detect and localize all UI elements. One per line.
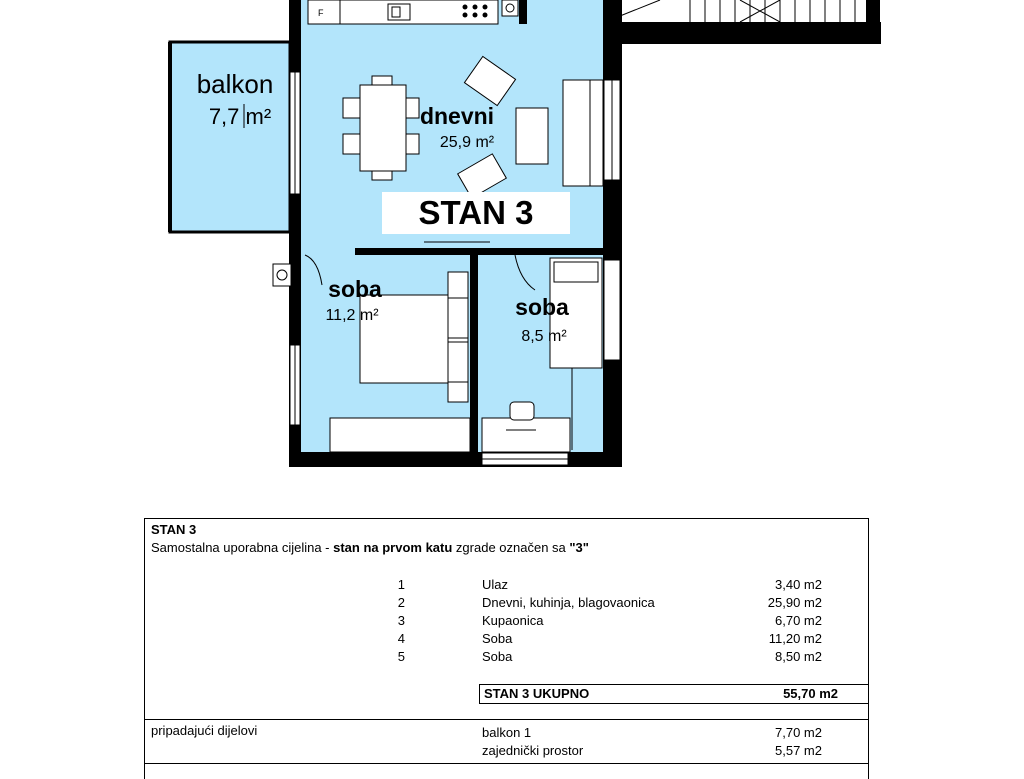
spec-title: STAN 3 <box>151 522 197 537</box>
spec-description <box>151 540 589 555</box>
room-name-soba-2: soba <box>515 294 569 320</box>
total-row <box>479 684 869 704</box>
divider <box>145 763 868 764</box>
room-area-soba-1: 11,2 m² <box>325 307 379 324</box>
desc-mid: zgrade označen sa <box>452 540 570 555</box>
stan-label: STAN 3 <box>418 194 534 231</box>
row-area: 6,70 m2 <box>775 613 822 628</box>
stan-label-box <box>382 192 570 234</box>
row-area: 8,50 m2 <box>775 649 822 664</box>
area-specification <box>144 518 869 779</box>
row-area: 3,40 m2 <box>775 577 822 592</box>
balcony-area: 7,7 m² <box>208 104 272 129</box>
extra-row <box>145 725 868 743</box>
divider <box>145 719 868 720</box>
row-name: Soba <box>482 631 513 646</box>
row-num: 1 <box>397 577 405 592</box>
extra-area: 5,57 m2 <box>775 743 822 758</box>
total-area: 55,70 m2 <box>783 686 838 701</box>
extra-name: balkon 1 <box>482 725 532 740</box>
balcony-name: balkon <box>196 69 274 99</box>
row-name: Soba <box>482 649 513 664</box>
spec-row <box>145 649 868 667</box>
spec-row <box>145 595 868 613</box>
desc-mark: "3" <box>569 540 589 555</box>
kitchen-counter <box>308 0 527 24</box>
staircase <box>606 0 881 44</box>
room-name-soba-1: soba <box>328 276 382 302</box>
extra-row <box>145 743 868 761</box>
row-num: 3 <box>397 613 405 628</box>
desc-prefix: Samostalna uporabna cijelina - <box>151 540 334 555</box>
extra-area: 7,70 m2 <box>775 725 822 740</box>
room-area-soba-2: 8,5 m² <box>521 328 567 345</box>
row-name: Ulaz <box>482 577 509 592</box>
room-area-dnevni: 25,9 m² <box>439 134 495 151</box>
row-num: 4 <box>397 631 405 646</box>
row-area: 11,20 m2 <box>768 631 822 646</box>
svg-text:F: F <box>318 8 324 18</box>
room-name-dnevni: dnevni <box>419 103 495 129</box>
desc-bold: stan na prvom katu <box>333 540 453 555</box>
row-name: Dnevni, kuhinja, blagovaonica <box>482 595 655 610</box>
spec-row <box>145 631 868 649</box>
balcony <box>170 42 290 232</box>
row-name: Kupaonica <box>482 613 544 628</box>
spec-row <box>145 577 868 595</box>
extra-name: zajednički prostor <box>482 743 584 758</box>
total-label: STAN 3 UKUPNO <box>484 686 590 701</box>
row-num: 5 <box>397 649 405 664</box>
spec-row <box>145 613 868 631</box>
row-num: 2 <box>397 595 405 610</box>
extras-label: pripadajući dijelovi <box>151 723 258 738</box>
row-area: 25,90 m2 <box>767 595 822 610</box>
